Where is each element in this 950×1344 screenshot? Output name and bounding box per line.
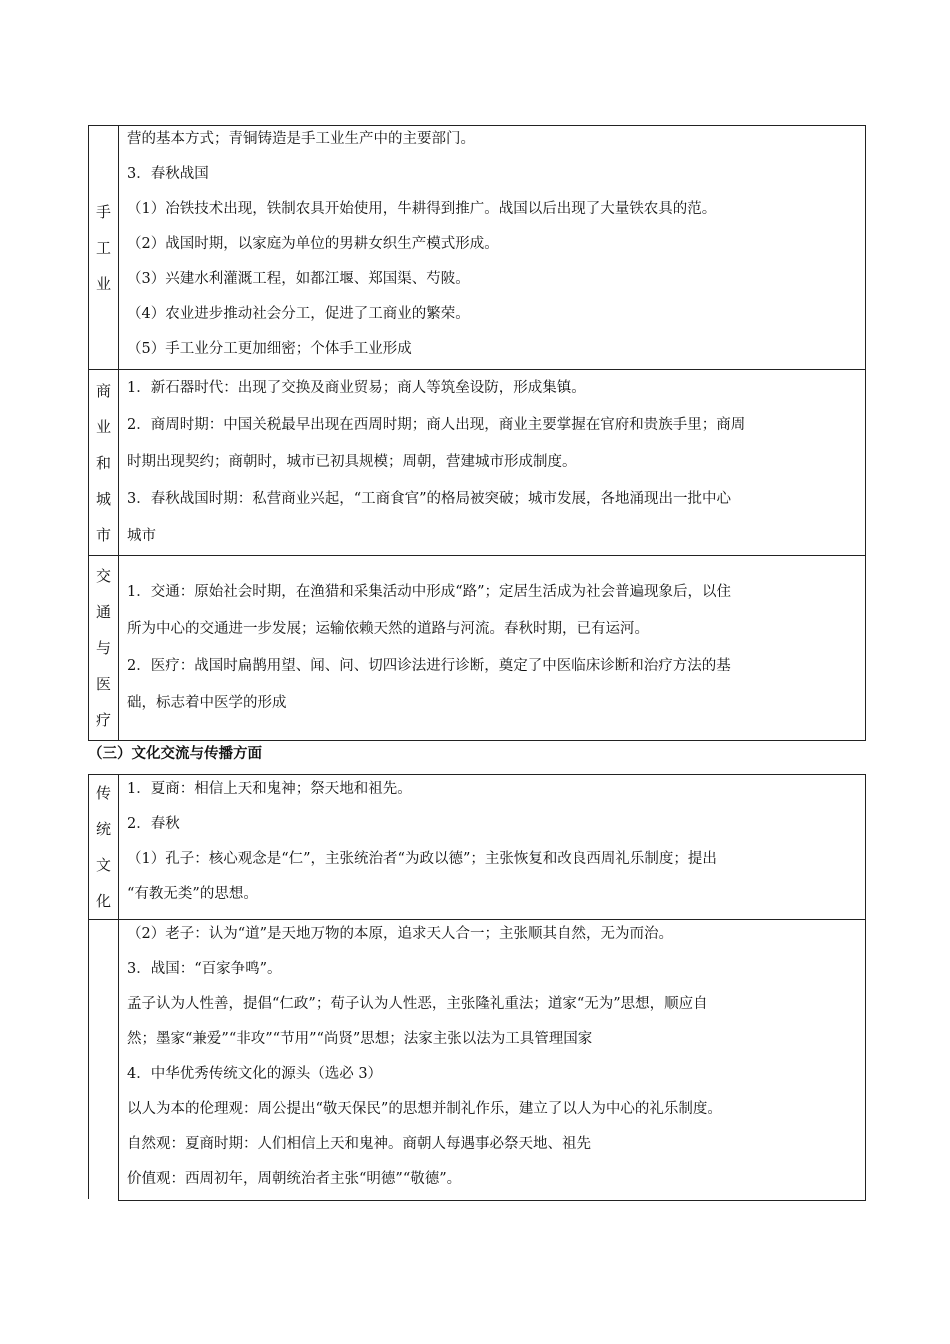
table-row [89, 556, 866, 741]
text-line: 础，标志着中医学的形成 [127, 695, 287, 711]
text-line: 自然观：夏商时期：人们相信上天和鬼神。商朝人每遇事必祭天地、祖先 [127, 1136, 591, 1152]
table-row [89, 775, 866, 920]
text-line: 价值观：西周初年，周朝统治者主张“明德”“敬德”。 [127, 1171, 462, 1187]
text-line: 3．春秋战国时期：私营商业兴起，“工商食官”的格局被突破；城市发展，各地涌现出一批中心 [127, 491, 732, 507]
text-line: （5）手工业分工更加细密；个体手工业形成 [127, 341, 412, 357]
text-line: 然；墨家“兼爱”“非攻”“节用”“尚贤”思想；法家主张以法为工具管理国家 [127, 1031, 593, 1047]
text-line: 孟子认为人性善，提倡“仁政”；荀子认为人性恶，主张隆礼重法；道家“无为”思想，顺应自 [127, 996, 708, 1012]
row-header-handicraft: 手 工 业 [89, 126, 119, 370]
text-line: 营的基本方式；青铜铸造是手工业生产中的主要部门。 [127, 131, 475, 147]
economy-table [88, 125, 866, 741]
text-line: 4．中华优秀传统文化的源头（选必 3） [127, 1066, 383, 1082]
text-line: 2．医疗：战国时扁鹊用望、闻、问、切四诊法进行诊断，奠定了中医临床诊断和治疗方法的基 [127, 658, 731, 674]
row-content-traditional-culture [119, 775, 866, 920]
table-row [89, 920, 866, 1201]
row-header-traditional-culture: 传 统 文 化 [89, 775, 119, 920]
text-line: 1．交通：原始社会时期，在渔猎和采集活动中形成“路”；定居生活成为社会普遍现象后，以住 [127, 584, 732, 600]
row-content-commerce [119, 370, 866, 556]
section-title: （三）文化交流与传播方面 [88, 745, 262, 762]
row-content-transport [119, 556, 866, 741]
row-header-commerce: 商 业 和 城 市 [89, 370, 119, 556]
culture-table [88, 774, 866, 1201]
table-row [89, 126, 866, 370]
text-line: （1）冶铁技术出现，铁制农具开始使用，牛耕得到推广。战国以后出现了大量铁农具的范。 [127, 201, 717, 217]
text-line: 3．春秋战国 [127, 166, 209, 182]
text-line: （1）孔子：核心观念是“仁”，主张统治者“为政以德”；主张恢复和改良西周礼乐制度；提出 [127, 851, 717, 867]
text-line: （3）兴建水利灌溉工程，如都江堰、郑国渠、芍陂。 [127, 271, 470, 287]
text-line: 城市 [127, 528, 156, 544]
text-line: 1．夏商：相信上天和鬼神；祭天地和祖先。 [127, 781, 412, 797]
text-line: 以人为本的伦理观：周公提出“敬天保民”的思想并制礼作乐，建立了以人为中心的礼乐制度。 [127, 1101, 722, 1117]
table-row [89, 370, 866, 556]
text-line: 1．新石器时代：出现了交换及商业贸易；商人等筑垒设防，形成集镇。 [127, 380, 586, 396]
text-line: 所为中心的交通进一步发展；运输依赖天然的道路与河流。春秋时期，已有运河。 [127, 621, 649, 637]
row-content-traditional-culture-continued [119, 920, 866, 1201]
text-line: 2．春秋 [127, 816, 180, 832]
text-line: “有教无类”的思想。 [127, 886, 258, 902]
text-line: 3．战国：“百家争鸣”。 [127, 961, 282, 977]
text-line: （2）老子：认为“道”是天地万物的本原，追求天人合一；主张顺其自然，无为而治。 [127, 926, 674, 942]
row-content-handicraft [119, 126, 866, 370]
text-line: （2）战国时期，以家庭为单位的男耕女织生产模式形成。 [127, 236, 499, 252]
text-line: 2．商周时期：中国关税最早出现在西周时期；商人出现，商业主要掌握在官府和贵族手里；商周 [127, 417, 746, 433]
text-line: （4）农业进步推动社会分工，促进了工商业的繁荣。 [127, 306, 470, 322]
text-line: 时期出现契约；商朝时，城市已初具规模；周朝，营建城市形成制度。 [127, 454, 577, 470]
row-header-transport: 交 通 与 医 疗 [89, 556, 119, 741]
empty-header-cell [89, 920, 119, 1201]
